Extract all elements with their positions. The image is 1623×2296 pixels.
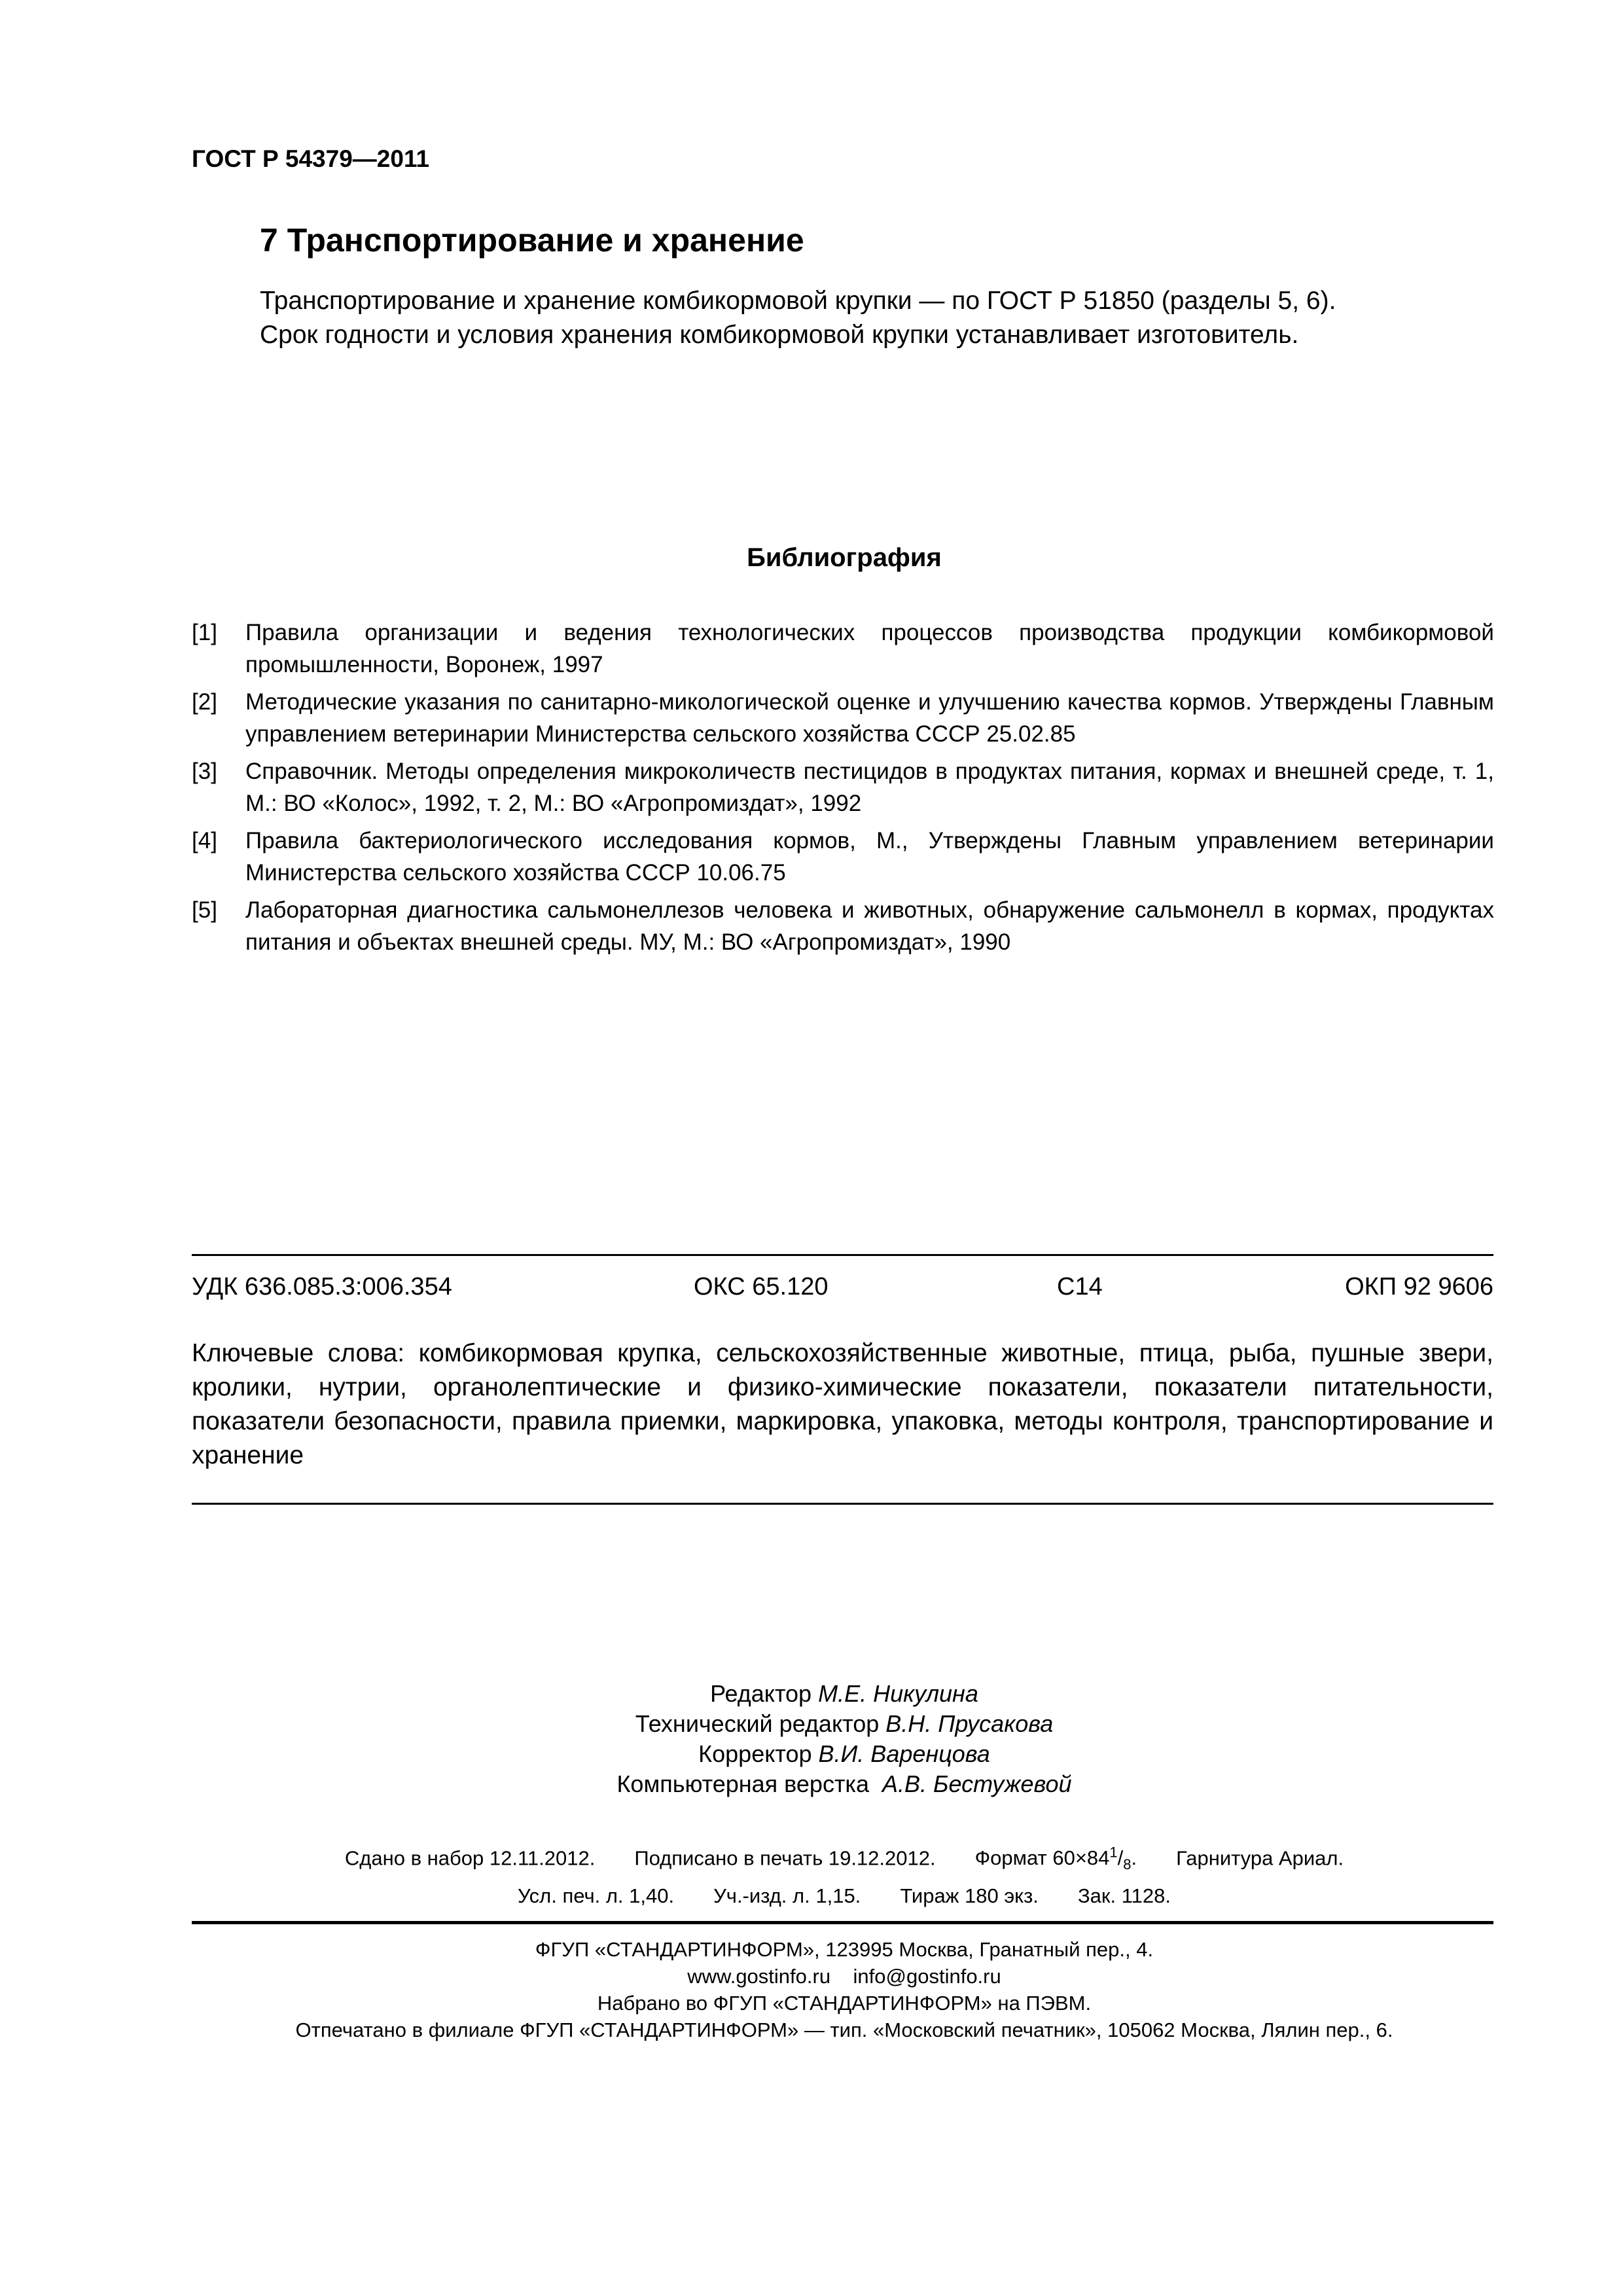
bibliography-item-text: Лабораторная диагностика сальмонеллезов человека и животных, обнаружение сальмонелл в кормах, продуктах питания и объектах внешней среды. МУ, М.: ВО «Агропромиздат», 1990: [245, 897, 1494, 955]
credit-name: М.Е. Никулина: [818, 1680, 978, 1707]
typesetting-note: Набрано во ФГУП «СТАНДАРТИНФОРМ» на ПЭВМ.: [597, 1992, 1092, 2015]
order-number: Зак. 1128.: [1077, 1884, 1171, 1907]
publisher-address: ФГУП «СТАНДАРТИНФОРМ», 123995 Москва, Гранатный пер., 4.: [535, 1938, 1154, 1961]
bibliography-item-text: Методические указания по санитарно-микологической оценке и улучшению качества кормов. Утверждены Главным управлением ветеринарии Министерства сельского хозяйства СССР 25.02.85: [245, 689, 1494, 747]
bibliography-item-text: Справочник. Методы определения микроколичеств пестицидов в продуктах питания, кормах и внешней среде, т. 1, М.: ВО «Колос», 1992, т. 2, М.: ВО «Агропромиздат», 1992: [245, 759, 1494, 816]
group-code: С14: [1057, 1273, 1103, 1300]
classification-row: [192, 1273, 1493, 1306]
signed-date: Подписано в печать 19.12.2012.: [634, 1846, 936, 1870]
typeface: Гарнитура Ариал.: [1176, 1846, 1344, 1870]
bibliography-item-number: [4]: [192, 828, 217, 853]
classification-top-divider: [192, 1254, 1493, 1256]
section-paragraph-1: Транспортирование и хранение комбикормовой крупки — по ГОСТ Р 51850 (разделы 5, 6).: [260, 287, 1336, 315]
credit-proofreader: [0, 1739, 1623, 1769]
bibliography-title: Библиография: [747, 543, 942, 572]
publisher-divider: [192, 1921, 1493, 1924]
keywords: Ключевые слова: комбикормовая крупка, сельскохозяйственные животные, птица, рыба, пушные звери, кролики, нутрии, органолептические и физико-химические показатели, показатели питательности, показатели безопасности, правила приемки, маркировка, упаковка, методы контроля, транспортирование и хранение: [192, 1339, 1493, 1469]
section-title: 7 Транспортирование и хранение: [260, 222, 804, 259]
credit-layout: [0, 1769, 1623, 1799]
section-paragraph-2: Срок годности и условия хранения комбикормовой крупки устанавливает изготовитель.: [260, 321, 1299, 349]
bibliography-item-text: Правила бактериологического исследования кормов, М., Утверждены Главным управлением ветеринарии Министерства сельского хозяйства СССР 10.06.75: [245, 828, 1494, 886]
print-info-line-1: [0, 1837, 1623, 1880]
credit-editor: [0, 1679, 1623, 1709]
publisher-website-link[interactable]: www.gostinfo.ru: [687, 1965, 831, 1988]
credit-role: Технический редактор: [635, 1710, 880, 1737]
credit-role: Корректор: [698, 1740, 812, 1767]
print-sheets: Усл. печ. л. 1,40.: [518, 1884, 675, 1907]
printing-note: Отпечатано в филиале ФГУП «СТАНДАРТИНФОРМ» — тип. «Московский печатник», 105062 Москва, Лялин пер., 6.: [295, 2018, 1393, 2041]
bibliography-item-number: [3]: [192, 759, 217, 784]
credit-name: А.В. Бестужевой: [882, 1770, 1072, 1797]
credit-technical-editor: [0, 1709, 1623, 1739]
udk-code: УДК 636.085.3:006.354: [192, 1273, 452, 1300]
bibliography-item: [192, 686, 1494, 750]
publisher-block: [0, 1936, 1623, 2043]
bibliography-item: [192, 617, 1494, 681]
paper-format: Формат $60\times 84^1/_8$.: [974, 1844, 1137, 1873]
submitted-date: Сдано в набор 12.11.2012.: [344, 1846, 596, 1870]
keywords-bottom-divider: [192, 1503, 1493, 1505]
bibliography-list: [192, 617, 1494, 958]
bibliography-item-number: [1]: [192, 620, 217, 645]
oks-code: ОКС 65.120: [694, 1273, 829, 1300]
print-info-line-2: [0, 1880, 1623, 1911]
okp-code: ОКП 92 9606: [1345, 1273, 1493, 1300]
credits-block: [0, 1679, 1623, 1799]
credit-name: В.И. Варенцова: [818, 1740, 990, 1767]
bibliography-item: [192, 825, 1494, 889]
publishing-sheets: Уч.-изд. л. 1,15.: [713, 1884, 861, 1907]
publisher-email-link[interactable]: info@gostinfo.ru: [853, 1965, 1001, 1988]
bibliography-item: [192, 755, 1494, 819]
bibliography-item-number: [5]: [192, 897, 217, 923]
circulation: Тираж 180 экз.: [900, 1884, 1039, 1907]
document-code: ГОСТ Р 54379—2011: [192, 145, 430, 172]
print-info: [0, 1837, 1623, 1911]
bibliography-item-number: [2]: [192, 689, 217, 715]
bibliography-item: [192, 894, 1494, 958]
credit-role: Редактор: [710, 1680, 812, 1707]
publisher-contacts: [0, 1963, 1623, 1990]
credit-role: Компьютерная верстка: [616, 1770, 869, 1797]
bibliography-item-text: Правила организации и ведения технологических процессов производства продукции комбикормовой промышленности, Воронеж, 1997: [245, 620, 1494, 677]
credit-name: В.Н. Прусакова: [885, 1710, 1054, 1737]
